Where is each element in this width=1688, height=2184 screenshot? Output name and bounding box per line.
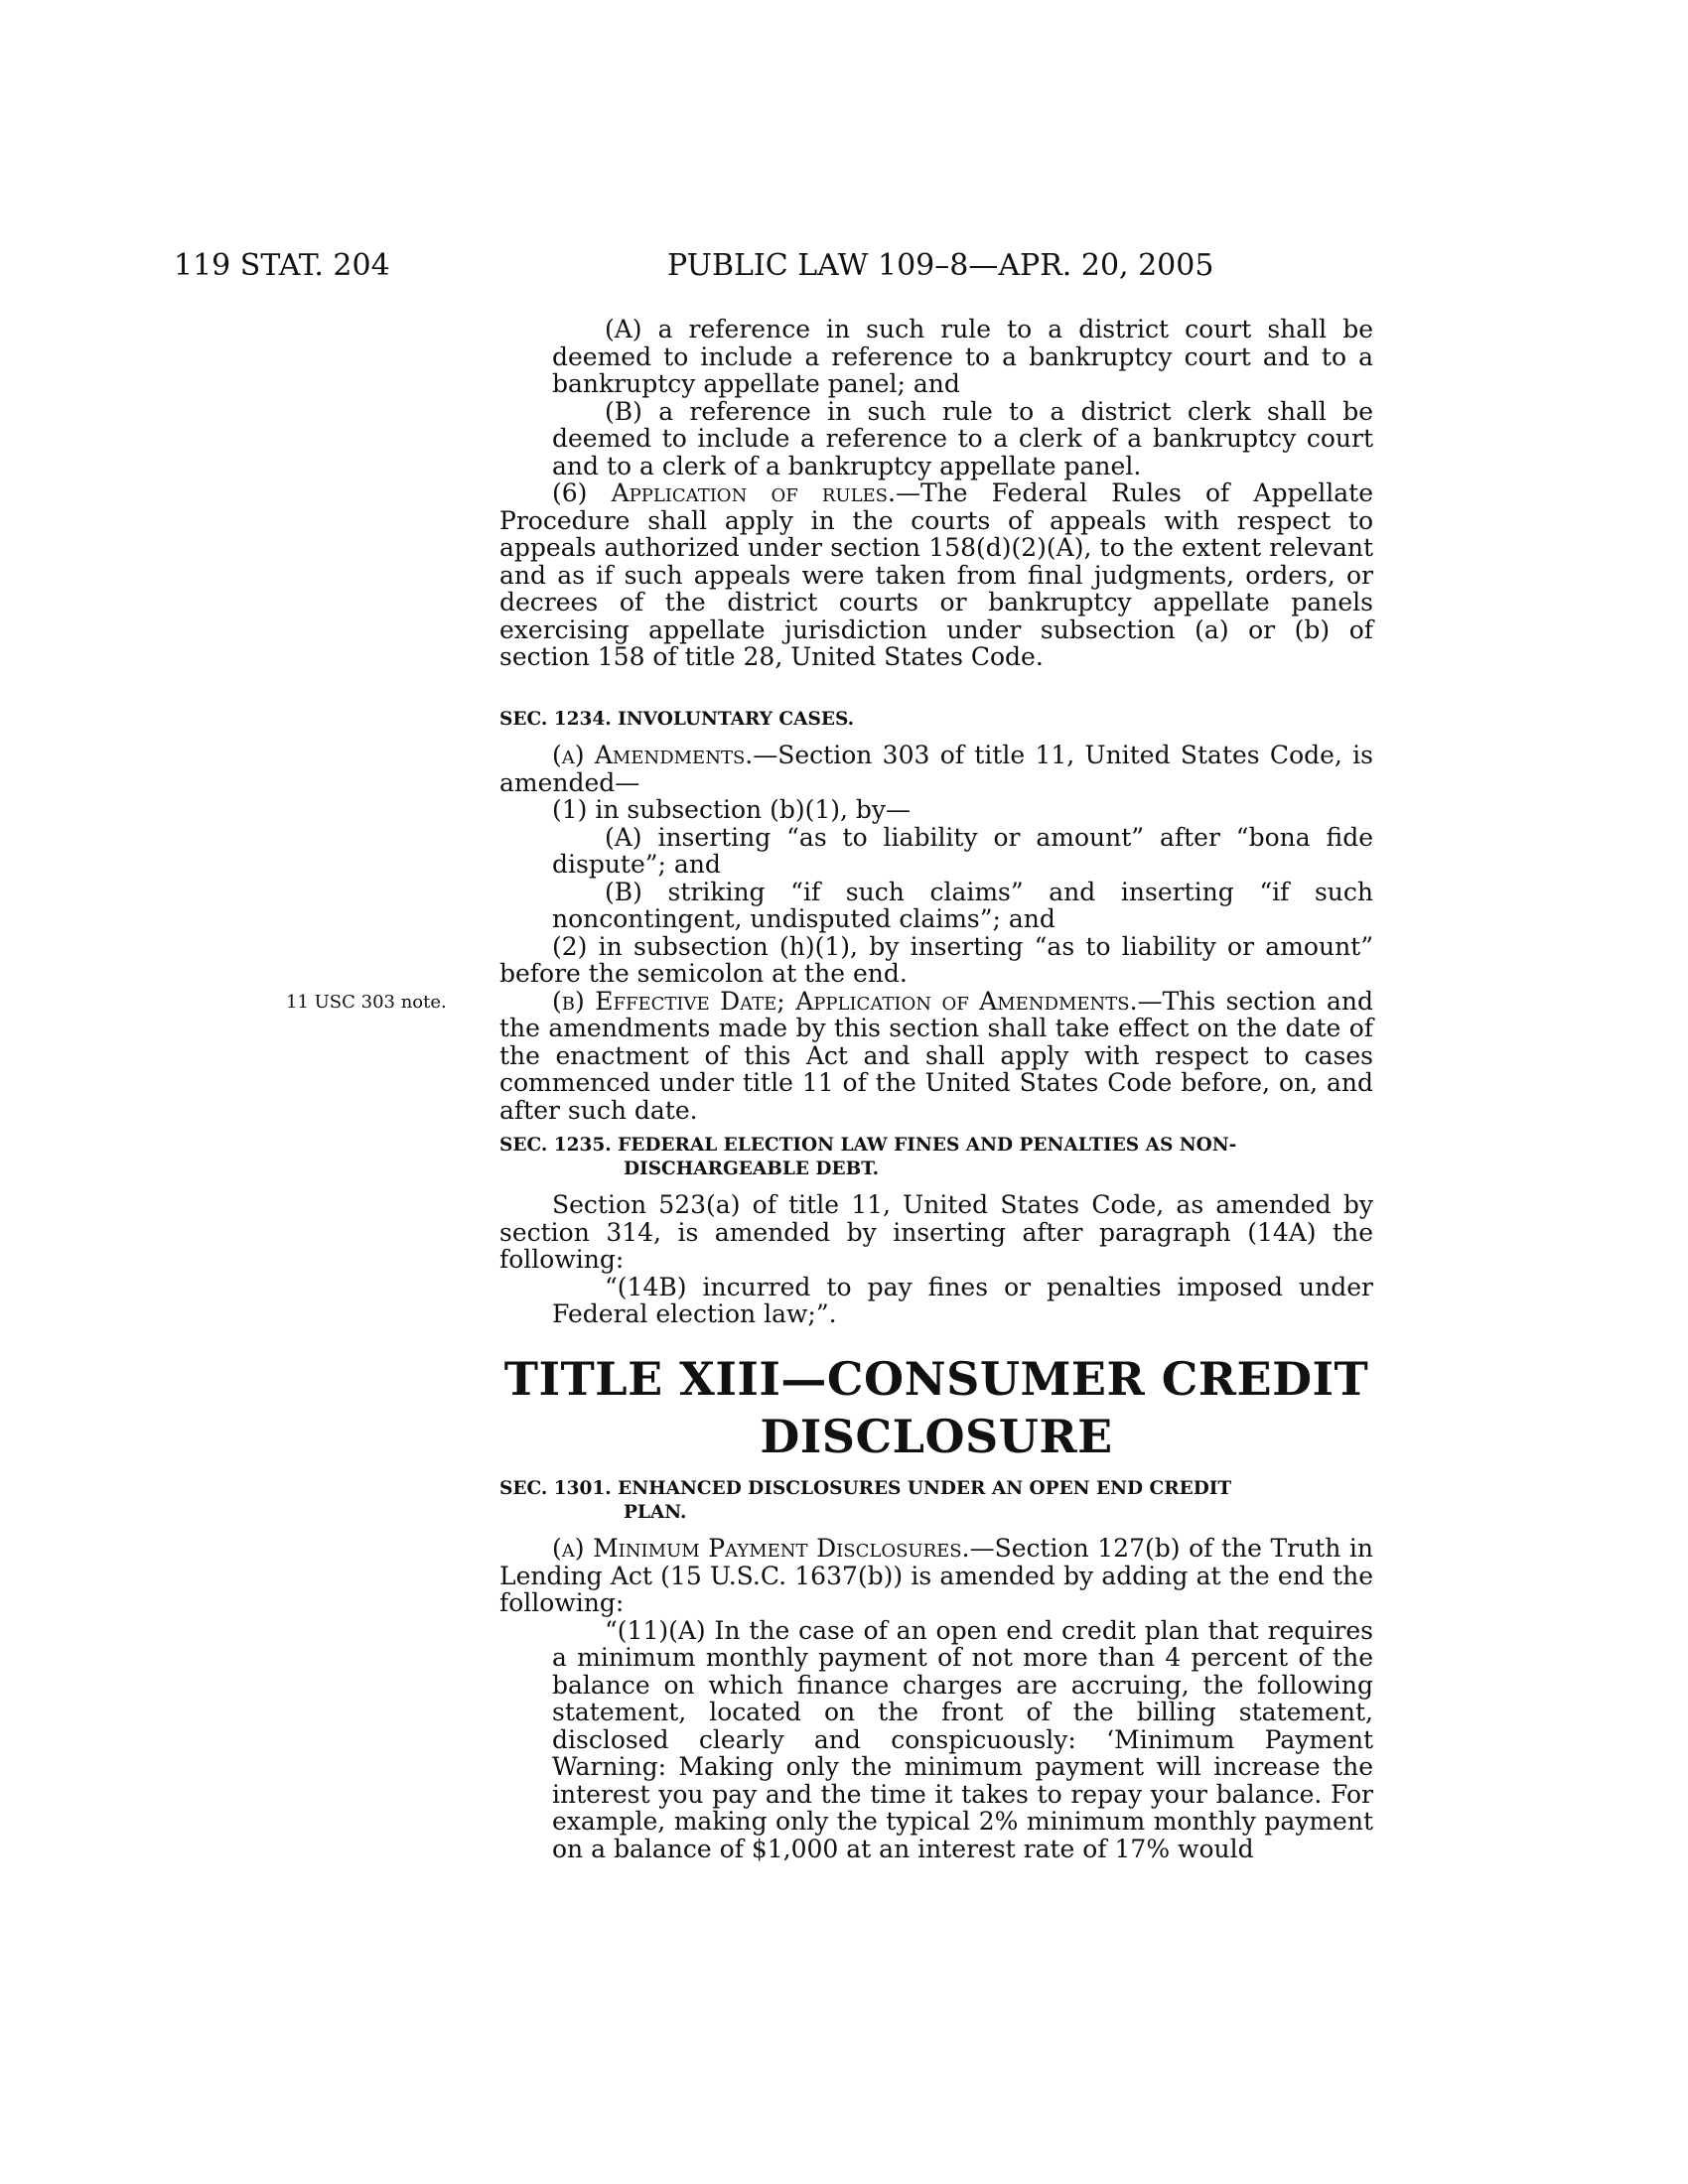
title-heading: [499, 1350, 1373, 1465]
section-1301-a-text: —Section 127(b) of the Truth in Lending Act (15 U.S.C. 1637(b)) is amended by adding at the end the following:: [499, 1534, 1374, 1617]
page-header-stat: 119 STAT. 204: [174, 248, 390, 283]
page-header-law: PUBLIC LAW 109–8—APR. 20, 2005: [667, 248, 1214, 283]
section-1234-b-text: —This section and the amendments made by this section shall take effect on the date of the enactment of this Act and shall apply with respect to cases commenced under title 11 of the United States Code before, on, and after such date.: [499, 986, 1373, 1125]
paragraph-6-text: —The Federal Rules of Appellate Procedure shall apply in the courts of appeals with respect to appeals authorized under section 158(d)(2)(A), to the extent relevant and as if such appeals were taken from final judgments, orders, or decrees of the district courts or bankruptcy appellate panels exercising appellate jurisdiction under subsection (a) or (b) of section 158 of title 28, United States Code.: [499, 478, 1373, 671]
section-1235-heading-line2: DISCHARGEABLE DEBT.: [624, 1159, 880, 1179]
section-1234-heading: SEC. 1234. INVOLUNTARY CASES.: [499, 709, 855, 730]
section-1301-heading: [499, 1477, 1373, 1525]
paragraph-6: [499, 479, 1373, 671]
paragraph-6-label: (6) Application of rules.: [552, 478, 896, 507]
section-1234: [499, 708, 1373, 1124]
section-1235-heading: [499, 1134, 1373, 1181]
section-1235-heading-line1: SEC. 1235. FEDERAL ELECTION LAW FINES AND PENALTIES AS NON-: [499, 1135, 1237, 1156]
section-1301-heading-line1: SEC. 1301. ENHANCED DISCLOSURES UNDER AN OPEN END CREDIT: [499, 1478, 1232, 1499]
section-1301-a-label: (a) Minimum Payment Disclosures.: [552, 1534, 970, 1563]
section-1235: [499, 1134, 1373, 1328]
section-1234-a-text: —Section 303 of title 11, United States Code, is amended—: [499, 741, 1373, 797]
section-1234-a-label: (a) Amendments.: [552, 741, 754, 769]
section-1234-item-2: (2) in subsection (h)(1), by inserting “as to liability or amount” before the semicolon at the end.: [499, 931, 1373, 988]
section-1301-quote: “(11)(A) In the case of an open end credit plan that requires a minimum monthly payment of not more than 4 percent of the balance on which finance charges are accruing, the following statement, located on the front of the billing statement, disclosed clearly and conspicuously: ‘Minimum Payment Warning: Making only the minimum payment will increase the interest you pay and the time it takes to repay your balance. For example, making only the typical 2% minimum monthly payment on a balance of $1,000 at an interest rate of 17% would: [552, 1615, 1373, 1863]
paragraph-a: (A) a reference in such rule to a district court shall be deemed to include a reference to a bankruptcy court and to a bankruptcy appellate panel; and: [552, 315, 1373, 398]
section-1235-text: Section 523(a) of title 11, United States Code, as amended by section 314, is amended by inserting after paragraph (14A) the following:: [499, 1190, 1373, 1274]
section-1301-heading-line2: PLAN.: [624, 1502, 687, 1523]
section-1234-b: [499, 988, 1373, 1125]
section-1234-item-1b: (B) striking “if such claims” and inserting “if such noncontingent, undisputed claims”; and: [552, 877, 1373, 933]
block-rules: [499, 316, 1373, 671]
section-1234-item-1: (1) in subsection (b)(1), by—: [552, 795, 912, 824]
section-1235-quote: “(14B) incurred to pay fines or penalties imposed under Federal election law;”.: [552, 1272, 1373, 1328]
section-1301-a: [499, 1535, 1373, 1617]
margin-note: 11 USC 303 note.: [286, 992, 447, 1013]
paragraph-b: (B) a reference in such rule to a district clerk shall be deemed to include a reference to a clerk of a bankruptcy court and to a clerk of a bankruptcy appellate panel.: [552, 396, 1373, 480]
section-1234-a: [499, 742, 1373, 796]
section-1234-item-1a: (A) inserting “as to liability or amount” after “bona fide dispute”; and: [552, 822, 1373, 879]
section-1234-b-label: (b) Effective Date; Application of Amendments.: [552, 986, 1138, 1016]
title-line1: TITLE XIII—CONSUMER CREDIT: [503, 1352, 1369, 1406]
title-line2: DISCLOSURE: [760, 1410, 1113, 1463]
section-1301: [499, 1477, 1373, 1862]
